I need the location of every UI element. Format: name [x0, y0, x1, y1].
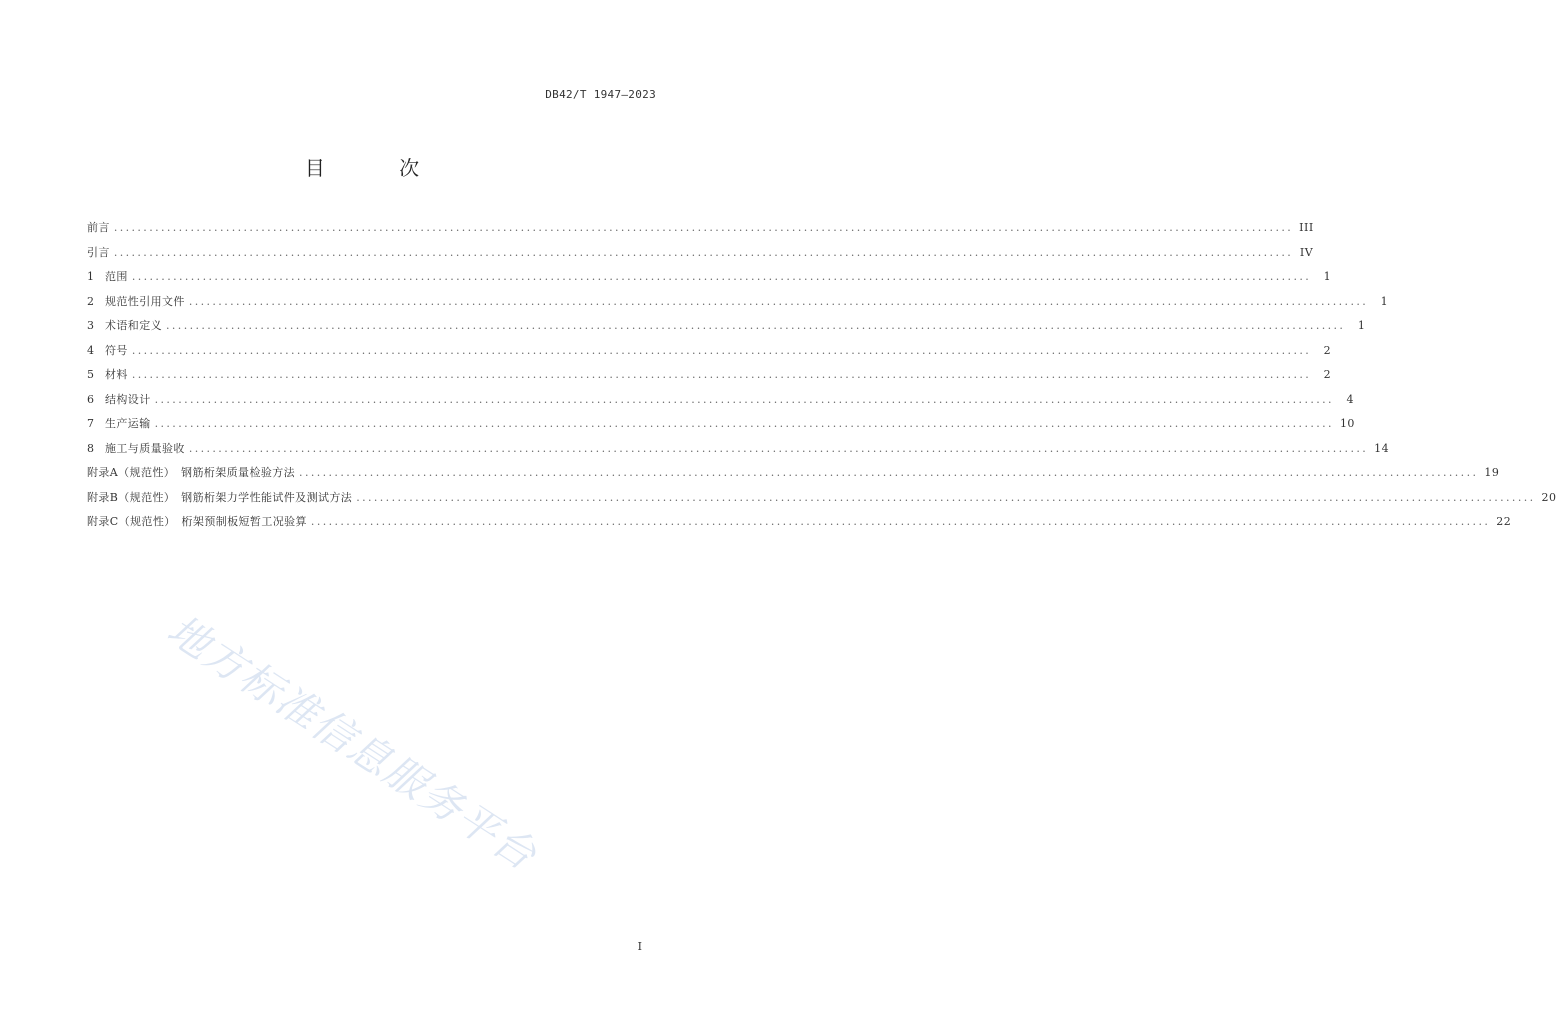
- watermark: 地方标准信息服务平台: [158, 605, 546, 880]
- toc-entry-label: 附录B（规范性） 钢筋桁架力学性能试件及测试方法: [87, 490, 353, 504]
- toc-entry-label: 术语和定义: [105, 319, 162, 332]
- toc-entry-page: 2: [1323, 343, 1332, 357]
- toc-entry[interactable]: [87, 290, 1389, 315]
- toc-leader-dots: ........................................................................................................................................................................................................: [113, 221, 1294, 234]
- toc-leader-dots: ........................................................................................................................................................................................................: [188, 294, 1369, 308]
- toc-entry-page: 14: [1374, 441, 1390, 455]
- toc-entry-page: 4: [1346, 392, 1354, 406]
- toc-entry-label: 引言: [87, 245, 110, 259]
- table-of-contents: [87, 216, 1557, 535]
- toc-entry-label: 前言: [87, 221, 110, 234]
- toc-entry-label: 生产运输: [105, 417, 151, 430]
- toc-entry-label: 结构设计: [105, 392, 151, 406]
- toc-entry-number: 1: [87, 270, 94, 283]
- toc-leader-dots: ........................................................................................................................................................................................................: [166, 319, 1346, 332]
- toc-entry-label: 施工与质量验收: [105, 441, 185, 455]
- toc-leader-dots: ........................................................................................................................................................................................................: [113, 245, 1294, 259]
- toc-entry-number: 4: [87, 343, 94, 357]
- toc-leader-dots: ........................................................................................................................................................................................................: [356, 490, 1536, 504]
- toc-leader-dots: ........................................................................................................................................................................................................: [188, 441, 1369, 455]
- toc-entry-label: 规范性引用文件: [105, 294, 185, 308]
- toc-entry-label: 材料: [105, 368, 128, 381]
- toc-entry-number: 8: [87, 441, 94, 455]
- toc-entry-page: 19: [1484, 466, 1500, 479]
- toc-entry[interactable]: [87, 339, 1332, 364]
- toc-entry[interactable]: [87, 363, 1332, 388]
- toc-leader-dots: ........................................................................................................................................................................................................: [310, 515, 1491, 528]
- toc-entry-page: III: [1299, 221, 1314, 234]
- toc-entry-number: 6: [87, 392, 94, 406]
- toc-leader-dots: ........................................................................................................................................................................................................: [154, 392, 1334, 406]
- toc-entry-label: 范围: [105, 270, 128, 283]
- toc-leader-dots: ........................................................................................................................................................................................................: [154, 417, 1334, 430]
- toc-entry[interactable]: [87, 461, 1500, 486]
- toc-entry[interactable]: [87, 241, 1314, 266]
- toc-title: 目 次: [304, 156, 454, 180]
- toc-entry-number: 3: [87, 319, 94, 332]
- document-code: DB42/T 1947—2023: [545, 88, 656, 101]
- toc-leader-dots: ........................................................................................................................................................................................................: [299, 466, 1479, 479]
- toc-entry-page: 1: [1357, 319, 1366, 332]
- page-number: I: [637, 940, 642, 953]
- toc-entry[interactable]: [87, 265, 1332, 290]
- toc-entry-page: 1: [1380, 294, 1389, 308]
- toc-entry-page: 2: [1323, 368, 1332, 381]
- toc-entry[interactable]: [87, 412, 1355, 437]
- toc-leader-dots: ........................................................................................................................................................................................................: [131, 343, 1312, 357]
- toc-entry[interactable]: [87, 437, 1390, 462]
- toc-entry-label: 附录C（规范性） 桁架预制板短暂工况验算: [87, 515, 307, 528]
- toc-entry[interactable]: [87, 510, 1512, 535]
- toc-entry-page: IV: [1299, 245, 1314, 259]
- toc-leader-dots: ........................................................................................................................................................................................................: [131, 368, 1312, 381]
- toc-entry-label: 符号: [105, 343, 128, 357]
- toc-entry-page: 10: [1339, 417, 1355, 430]
- toc-entry[interactable]: [87, 388, 1354, 413]
- toc-entry-number: 2: [87, 294, 94, 308]
- toc-entry-page: 22: [1496, 515, 1512, 528]
- toc-entry[interactable]: [87, 216, 1314, 241]
- toc-entry-page: 1: [1323, 270, 1332, 283]
- toc-leader-dots: ........................................................................................................................................................................................................: [131, 270, 1312, 283]
- toc-entry-page: 20: [1541, 490, 1557, 504]
- toc-entry[interactable]: [87, 486, 1557, 511]
- toc-entry-number: 5: [87, 368, 94, 381]
- toc-entry-number: 7: [87, 417, 94, 430]
- toc-entry[interactable]: [87, 314, 1366, 339]
- toc-entry-label: 附录A（规范性） 钢筋桁架质量检验方法: [87, 466, 296, 479]
